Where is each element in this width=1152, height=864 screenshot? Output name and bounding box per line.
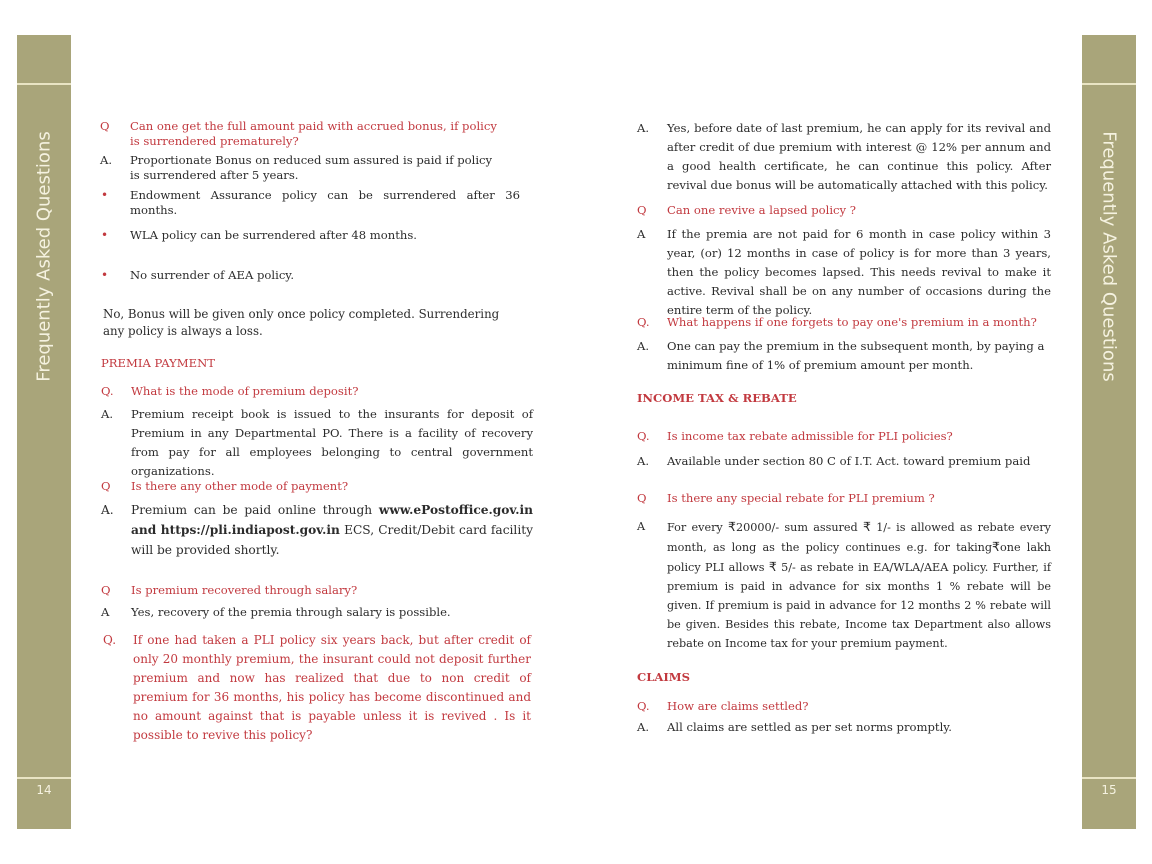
question-text: Can one get the full amount paid with accrued bonus, if policy is surrendered prematurely? xyxy=(130,119,497,148)
right-sidebar xyxy=(1082,35,1136,829)
faq-answer xyxy=(637,225,1051,320)
bullet-icon: • xyxy=(101,188,109,202)
rupee-icon: ₹ xyxy=(728,519,736,534)
answer-text-part: For every xyxy=(667,521,729,534)
question-text: If one had taken a PLI policy six years back, but after credit of only 20 monthly premium, the insurant could not deposit further premium and now has realized that due to non credit of premium for 36 months, his policy has become discontinued and no amount against that is payable unless it is revived . Is it possible to revive this policy? xyxy=(133,633,531,742)
list-item xyxy=(100,268,520,283)
faq-question xyxy=(100,119,500,148)
section-heading-income-tax: INCOME TAX & REBATE xyxy=(637,391,797,405)
faq-question xyxy=(101,581,533,600)
sidebar-title-text: Frequently Asked Questions xyxy=(1098,130,1120,382)
faq-question xyxy=(637,489,1051,508)
left-sidebar xyxy=(17,35,71,829)
page-number-left: 14 xyxy=(36,783,52,797)
sidebar-divider xyxy=(17,777,71,779)
answer-text: Yes, before date of last premium, he can apply for its revival and after credit of due premium with interest @ 12% per annum and a good health certificate, he can continue this policy. After revival due bonus will be automatically attached with this policy. xyxy=(667,121,1051,192)
sidebar-divider xyxy=(17,83,71,85)
question-text: Is income tax rebate admissible for PLI policies? xyxy=(667,429,953,443)
answer-text: Premium receipt book is issued to the insurants for deposit of Premium in any Departmental PO. There is a facility of recovery from pay for all employees belonging to central government organizations. xyxy=(131,407,533,478)
question-label: Q. xyxy=(101,384,114,398)
sidebar-title xyxy=(1082,131,1136,381)
answer-label: A xyxy=(637,520,646,533)
list-item-text: WLA policy can be surrendered after 48 months. xyxy=(130,228,417,242)
question-label: Q. xyxy=(103,633,117,647)
sidebar-divider xyxy=(1082,83,1136,85)
answer-text: One can pay the premium in the subsequent month, by paying a minimum fine of 1% of premium amount per month. xyxy=(667,339,1045,372)
list-item xyxy=(100,188,520,217)
question-label: Q. xyxy=(637,429,650,443)
answer-label: A. xyxy=(101,407,114,421)
answer-text: Yes, recovery of the premia through salary is possible. xyxy=(131,605,451,619)
answer-text: If the premia are not paid for 6 month in case policy within 3 year, (or) 12 months in case of policy is for more than 3 years, then the policy becomes lapsed. This needs revival to make it active. Revival shall be on any number of occasions during the entire term of the policy. xyxy=(667,227,1051,317)
faq-answer xyxy=(637,718,1051,737)
faq-answer xyxy=(637,517,1051,653)
faq-answer xyxy=(637,337,1051,375)
faq-answer xyxy=(637,452,1051,471)
section-heading-claims: CLAIMS xyxy=(637,670,691,684)
faq-answer xyxy=(101,603,533,622)
answer-label: A. xyxy=(637,121,650,135)
section-heading-premia: PREMIA PAYMENT xyxy=(101,356,216,370)
question-label: Q. xyxy=(637,699,650,713)
question-text: How are claims settled? xyxy=(667,699,809,713)
answer-label: A. xyxy=(100,153,113,167)
answer-text: Available under section 80 C of I.T. Act. toward premium paid xyxy=(667,454,1031,468)
question-text: Is there any special rebate for PLI premium ? xyxy=(667,491,935,505)
faq-question xyxy=(103,631,531,745)
answer-text-part: 20000/- sum assured xyxy=(735,521,863,534)
answer-label: A xyxy=(101,605,110,619)
answer-label: A. xyxy=(637,720,650,734)
faq-answer xyxy=(101,405,533,481)
sidebar-title xyxy=(17,131,71,381)
question-text: Can one revive a lapsed policy ? xyxy=(667,203,857,217)
list-item-text: No surrender of AEA policy. xyxy=(130,268,295,282)
note-text: No, Bonus will be given only once policy completed. Surrendering any policy is always a loss. xyxy=(103,307,500,338)
answer-label: A. xyxy=(637,339,650,353)
answer-text-part: 5/- as rebate in EA/WLA/AEA policy. Further, if premium is paid in advance for six months 1 % rebate will be given. If premium is paid in advance for 12 months 2 % rebate will be given. Besides this rebate, Income tax Department also allows rebate on Income tax for your premium payment. xyxy=(667,561,1051,650)
answer-text: All claims are settled as per set norms promptly. xyxy=(667,720,952,734)
question-label: Q. xyxy=(637,315,650,329)
question-label: Q xyxy=(637,491,647,505)
faq-question xyxy=(637,427,1051,446)
bullet-icon: • xyxy=(101,228,109,242)
list-item-text: Endowment Assurance policy can be surrendered after 36 months. xyxy=(130,188,520,217)
answer-label: A xyxy=(637,227,646,241)
faq-answer xyxy=(100,153,500,182)
rupee-icon: ₹ xyxy=(992,539,1000,554)
faq-question xyxy=(637,313,1051,332)
website-links: www.ePostoffice.gov.in and https://pli.indiapost.gov.in xyxy=(131,503,533,537)
question-text: What happens if one forgets to pay one's premium in a month? xyxy=(667,315,1037,329)
faq-question xyxy=(637,697,1051,716)
faq-question xyxy=(101,382,533,401)
answer-text-part: ECS, Credit/Debit card facility will be provided shortly. xyxy=(131,523,533,557)
bullet-icon: • xyxy=(101,268,109,282)
question-label: Q xyxy=(637,203,647,217)
answer-text xyxy=(131,500,533,560)
rupee-icon: ₹ xyxy=(768,559,777,574)
faq-question xyxy=(637,201,1051,220)
question-text: What is the mode of premium deposit? xyxy=(131,384,359,398)
question-text: Is premium recovered through salary? xyxy=(131,583,358,597)
answer-text: Proportionate Bonus on reduced sum assured is paid if policy is surrendered after 5 years. xyxy=(130,153,493,182)
answer-label: A. xyxy=(637,454,650,468)
question-label: Q xyxy=(100,119,110,133)
answer-text-part: one lakh policy PLI allows xyxy=(667,541,1051,574)
faq-question xyxy=(101,477,533,496)
question-text: Is there any other mode of payment? xyxy=(131,479,349,493)
question-label: Q xyxy=(101,479,111,493)
sidebar-divider xyxy=(1082,777,1136,779)
sidebar-title-text: Frequently Asked Questions xyxy=(33,130,55,382)
answer-text-part: Premium can be paid online through xyxy=(131,503,379,517)
page-number-right: 15 xyxy=(1101,783,1117,797)
rupee-icon: ₹ xyxy=(862,519,871,534)
faq-answer xyxy=(101,500,533,560)
question-label: Q xyxy=(101,583,111,597)
answer-text-part: 1/- is allowed as rebate every month, as long as the policy continues e.g. for taking xyxy=(667,521,1052,554)
faq-answer xyxy=(637,119,1051,195)
answer-text xyxy=(667,517,1051,653)
list-item xyxy=(100,228,520,243)
answer-label: A. xyxy=(101,503,114,517)
